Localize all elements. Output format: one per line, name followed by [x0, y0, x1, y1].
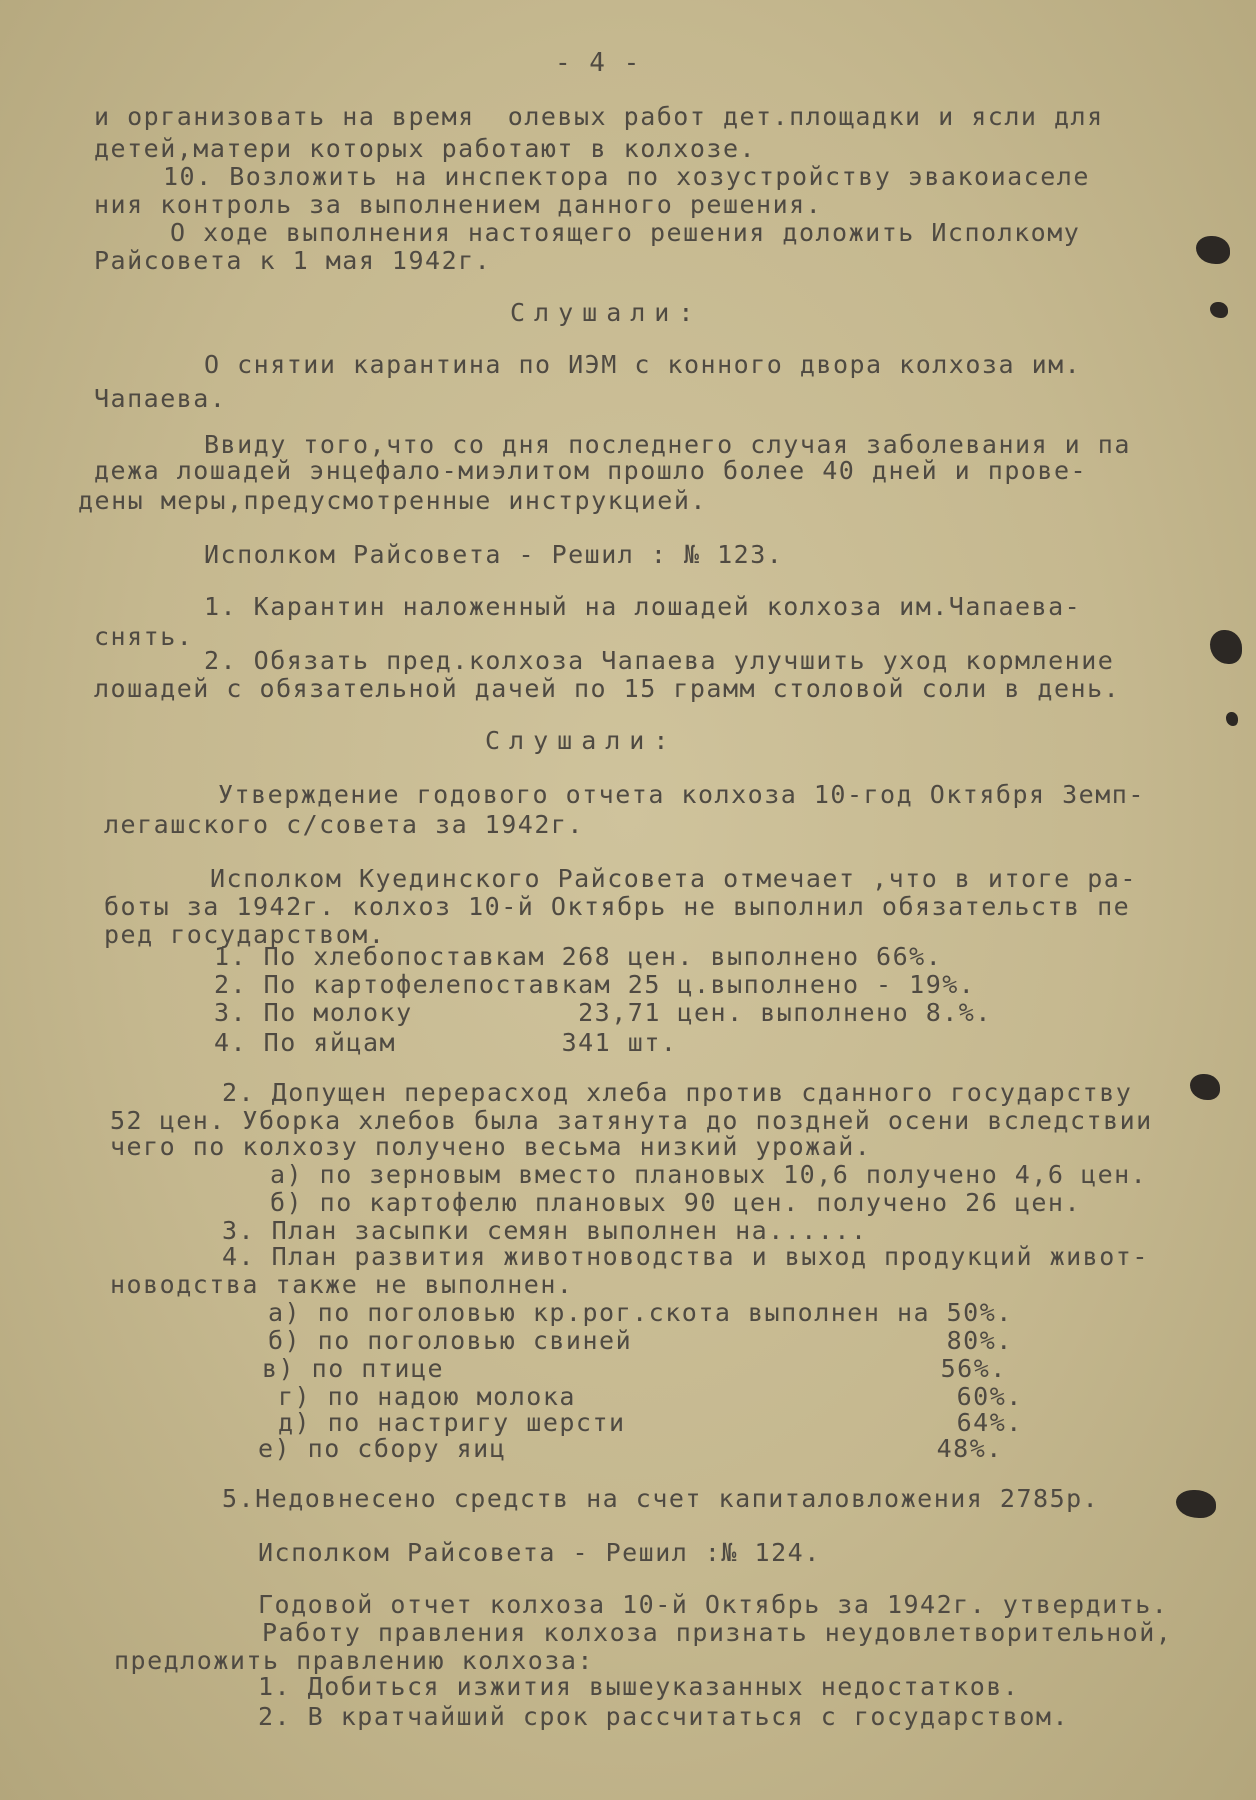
- text-line: О ходе выполнения настоящего решения доложить Исполкому: [170, 218, 1081, 247]
- text-line: а) по зерновым вместо плановых 10,6 получено 4,6 цен.: [270, 1160, 1148, 1189]
- text-line: 1. Добиться изжития вышеуказанных недостатков.: [258, 1672, 1020, 1701]
- text-line: б) по картофелю плановых 90 цен. получено 26 цен.: [270, 1188, 1082, 1217]
- text-line: 52 цен. Уборка хлебов была затянута до поздней осени вследствии: [110, 1106, 1153, 1135]
- text-line: 2. Допущен перерасход хлеба против сданного государству: [222, 1078, 1133, 1107]
- binding-stain: [1226, 712, 1238, 726]
- text-line: 2. В кратчайший срок рассчитаться с государством.: [258, 1702, 1070, 1731]
- text-line: Исполком Куединского Райсовета отмечает ,что в итоге ра-: [210, 864, 1137, 893]
- section-heading: Слушали:: [485, 726, 678, 755]
- text-line: новодства также не выполнен.: [110, 1270, 574, 1299]
- text-line: О снятии карантина по ИЭМ с конного двора колхоза им.: [204, 350, 1082, 379]
- section-heading: Слушали:: [510, 298, 703, 327]
- text-line: Годовой отчет колхоза 10-й Октябрь за 1942г. утвердить.: [258, 1590, 1169, 1619]
- binding-stain: [1190, 1074, 1220, 1100]
- text-line: ния контроль за выполнением данного решения.: [94, 190, 823, 219]
- text-line: а) по поголовью кр.рог.скота выполнен на 50%.: [268, 1298, 1013, 1327]
- text-line: 5.Недовнесено средств на счет капиталовложения 2785р.: [222, 1484, 1100, 1513]
- text-line: е) по сбору яиц 48%.: [258, 1434, 1003, 1463]
- text-line: 3. По молоку 23,71 цен. выполнено 8.%.: [214, 998, 992, 1027]
- text-line: 4. По яйцам 341 шт.: [214, 1028, 678, 1057]
- text-line: 2. По картофелепоставкам 25 ц.выполнено - 19%.: [214, 970, 976, 999]
- binding-stain: [1196, 236, 1230, 264]
- text-line: боты за 1942г. колхоз 10-й Октябрь не выполнил обязательств пе: [104, 892, 1131, 921]
- text-line: чего по колхозу получено весьма низкий урожай.: [110, 1132, 872, 1161]
- text-line: б) по поголовью свиней 80%.: [268, 1326, 1013, 1355]
- text-line: Утверждение годового отчета колхоза 10-год Октября Земп-: [218, 780, 1145, 809]
- text-line: лошадей с обязательной дачей по 15 грамм столовой соли в день.: [94, 674, 1121, 703]
- text-line: 1. По хлебопоставкам 268 цен. выполнено 66%.: [214, 942, 943, 971]
- text-line: 3. План засыпки семян выполнен на......: [222, 1216, 868, 1245]
- text-line: д) по настригу шерсти 64%.: [278, 1408, 1023, 1437]
- text-line: 2. Обязать пред.колхоза Чапаева улучшить уход кормление: [204, 646, 1115, 675]
- binding-stain: [1176, 1490, 1216, 1518]
- text-line: в) по птице 56%.: [262, 1354, 1007, 1383]
- binding-stain: [1210, 630, 1242, 664]
- text-line: ред государством.: [104, 920, 386, 949]
- decision-heading: Исполком Райсовета - Решил : № 123.: [204, 540, 784, 569]
- text-line: снять.: [94, 622, 194, 651]
- text-line: Ввиду того,что со дня последнего случая заболевания и па: [204, 430, 1131, 459]
- text-line: 4. План развития животноводства и выход продукций живот-: [222, 1242, 1149, 1271]
- text-line: дежа лошадей энцефало-миэлитом прошло более 40 дней и прове-: [94, 456, 1088, 485]
- text-line: г) по надою молока 60%.: [278, 1382, 1023, 1411]
- text-line: Работу правления колхоза признать неудовлетворительной,: [262, 1618, 1173, 1647]
- text-line: предложить правлению колхоза:: [114, 1646, 594, 1675]
- text-line: 1. Карантин наложенный на лошадей колхоза им.Чапаева-: [204, 592, 1082, 621]
- page-number: - 4 -: [555, 48, 641, 78]
- text-line: и организовать на время олевых работ дет.площадки и ясли для: [94, 102, 1104, 131]
- text-line: 10. Возложить на инспектора по хозустройству эвакоиаселе: [163, 162, 1090, 191]
- text-line: дены меры,предусмотренные инструкцией.: [78, 486, 707, 515]
- text-line: Райсовета к 1 мая 1942г.: [94, 246, 492, 275]
- text-line: Чапаева.: [94, 384, 227, 413]
- decision-heading: Исполком Райсовета - Решил :№ 124.: [258, 1538, 821, 1567]
- binding-stain: [1210, 302, 1228, 318]
- text-line: детей,матери которых работают в колхозе.: [94, 134, 757, 163]
- text-line: легашского с/совета за 1942г.: [104, 810, 584, 839]
